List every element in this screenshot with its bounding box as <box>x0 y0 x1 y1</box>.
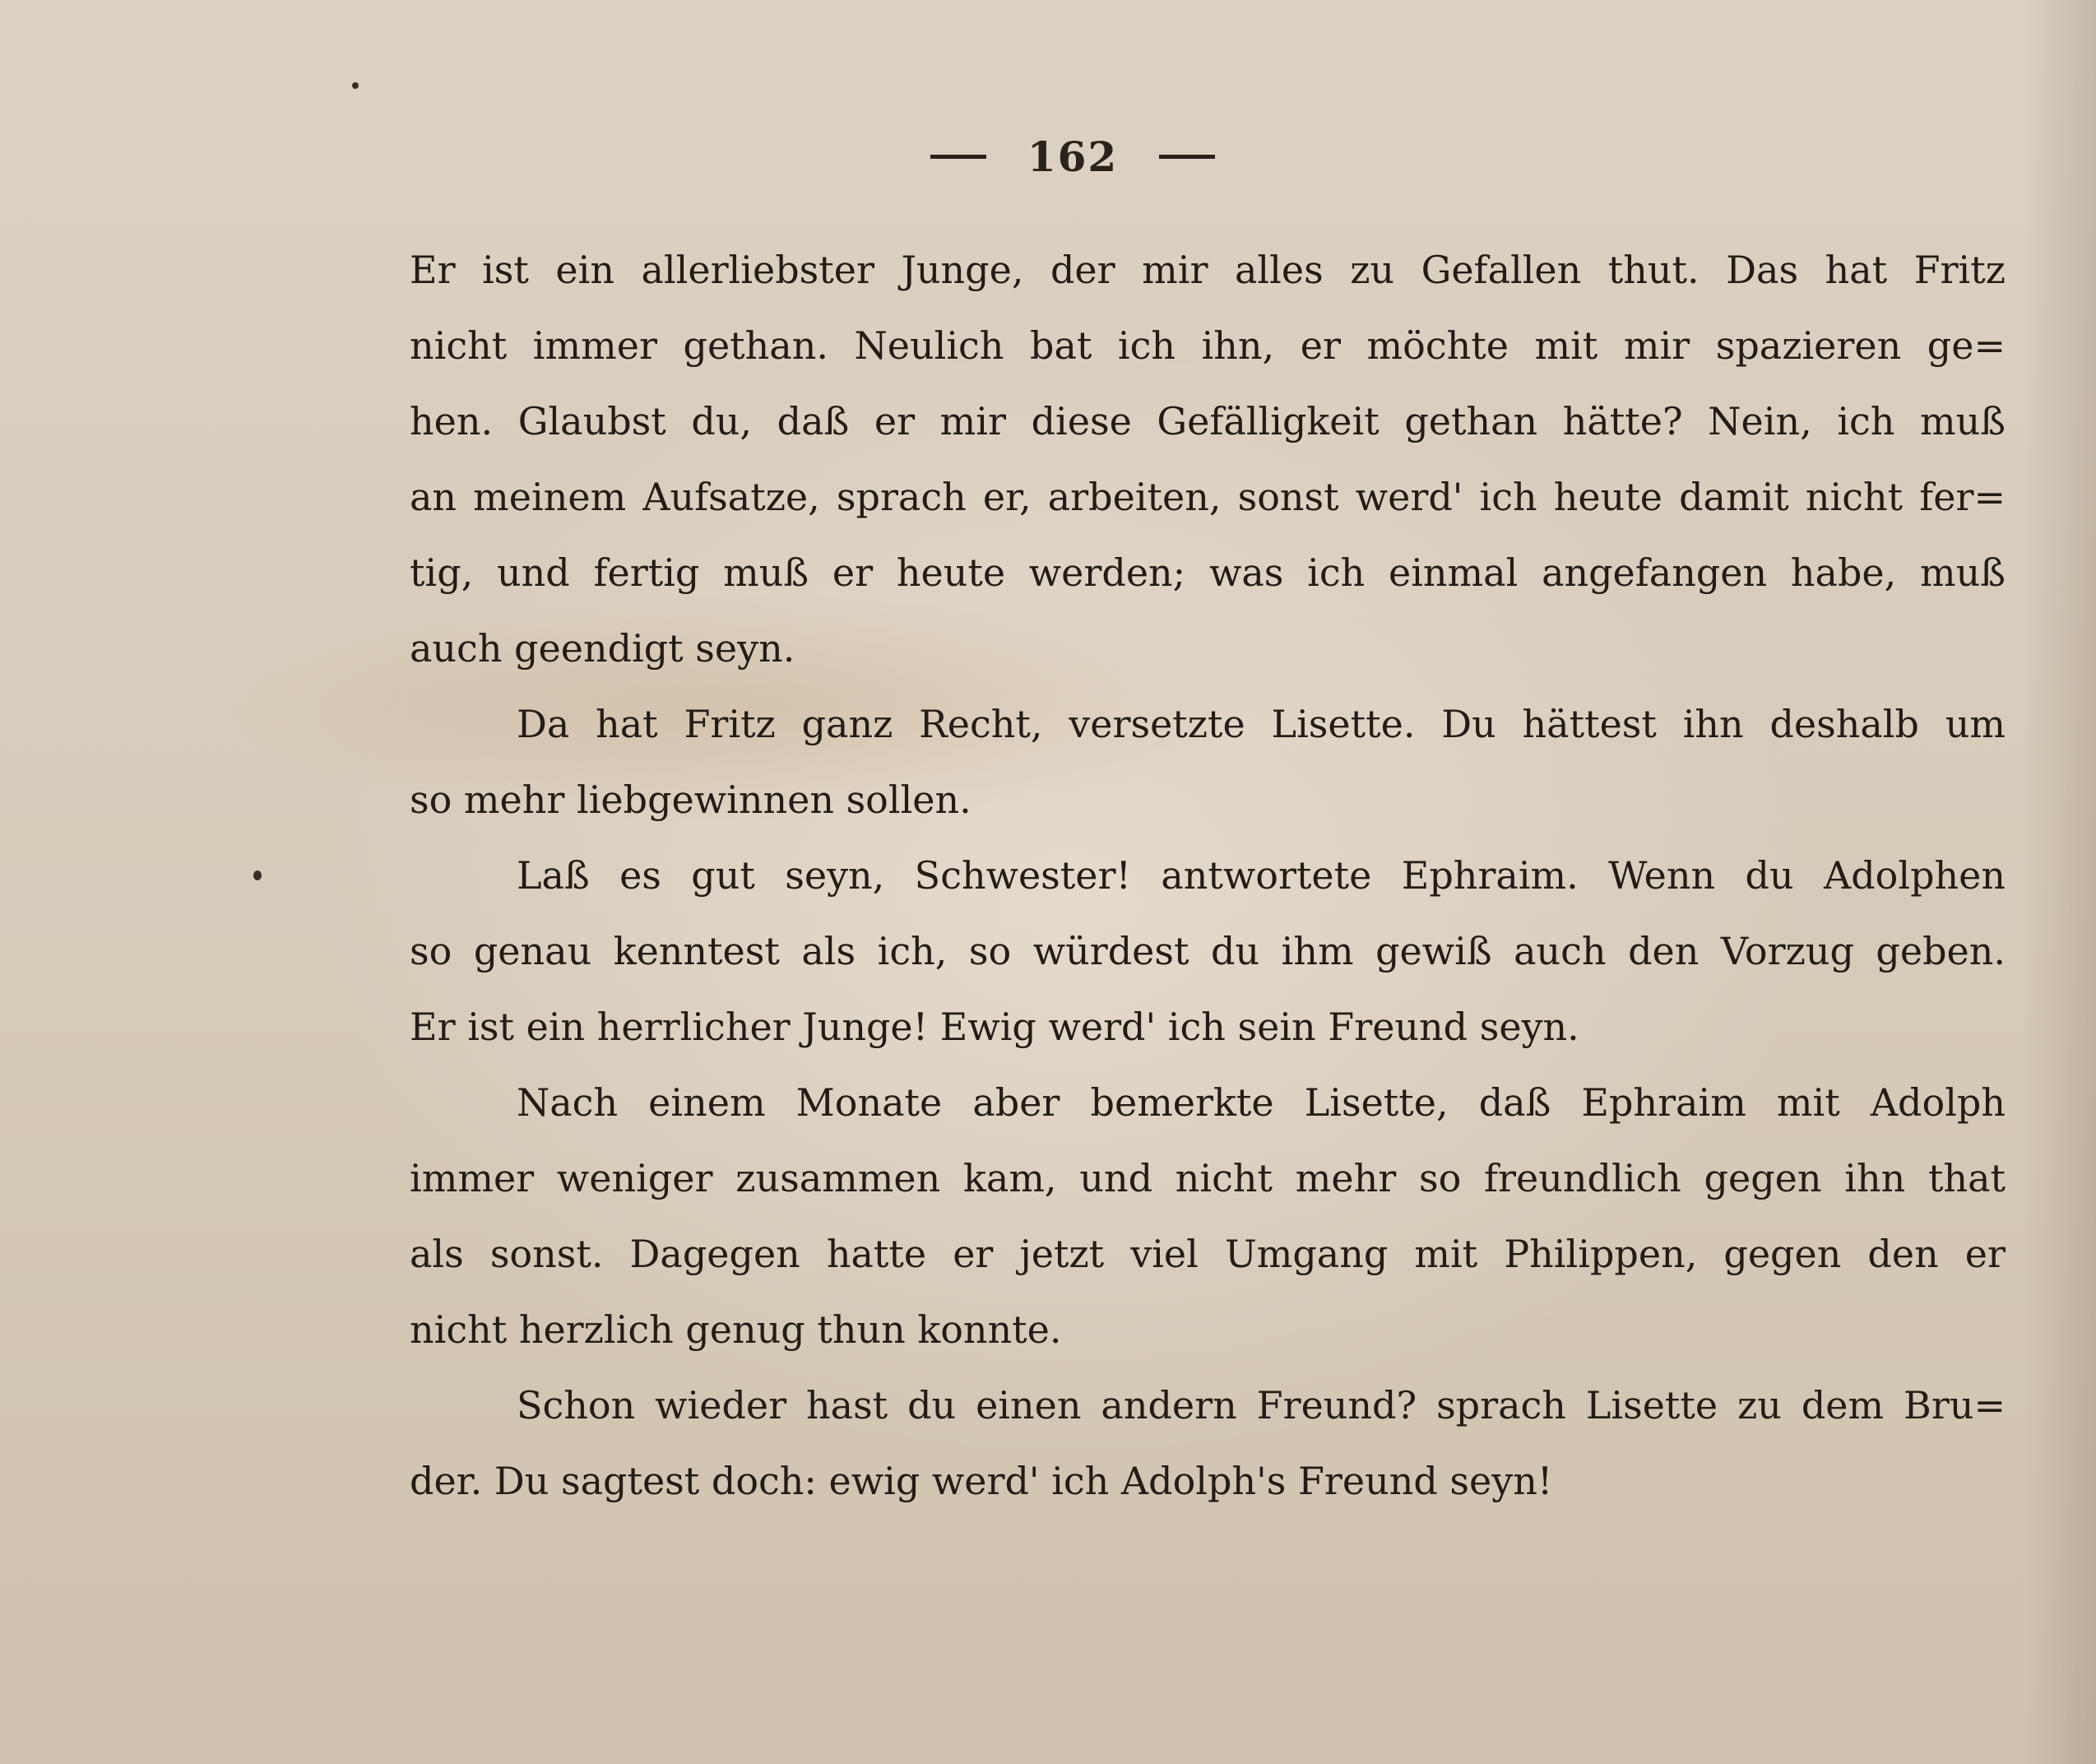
page-edge-shadow <box>2022 0 2096 1764</box>
page-header <box>0 123 2096 189</box>
header-dash-left <box>930 155 986 159</box>
text-line: so genau kenntest als ich, so würdest du ihm gewiß auch den Vorzug geben. <box>410 929 2006 973</box>
header-dash-right <box>1159 155 1215 159</box>
text-line: Laß es gut seyn, Schwester! antwortete Ephraim. Wenn du Adolphen <box>517 853 2006 898</box>
ink-speck <box>352 82 359 89</box>
body-text <box>410 232 2006 1503</box>
text-line: immer weniger zusammen kam, und nicht mehr so freundlich gegen ihn that <box>410 1156 2006 1200</box>
text-line: Er ist ein herrlicher Junge! Ewig werd' ich sein Freund seyn. <box>410 1005 1579 1049</box>
text-line: nicht immer gethan. Neulich bat ich ihn, er möchte mit mir spazieren ge= <box>410 323 2006 368</box>
text-line: Er ist ein allerliebster Junge, der mir alles zu Gefallen thut. Das hat Fritz <box>410 248 2006 292</box>
text-line: der. Du sagtest doch: ewig werd' ich Adolph's Freund seyn! <box>410 1459 1553 1503</box>
text-line: hen. Glaubst du, daß er mir diese Gefälligkeit gethan hätte? Nein, ich muß <box>410 399 2006 443</box>
text-line: Da hat Fritz ganz Recht, versetzte Lisette. Du hättest ihn deshalb um <box>517 702 2006 746</box>
text-line: auch geendigt seyn. <box>410 626 795 671</box>
text-line: so mehr liebgewinnen sollen. <box>410 778 971 822</box>
ink-speck <box>253 870 262 880</box>
page-number: 162 <box>1027 132 1119 181</box>
text-line: Schon wieder hast du einen andern Freund? sprach Lisette zu dem Bru= <box>517 1383 2006 1427</box>
text-line: an meinem Aufsatze, sprach er, arbeiten, sonst werd' ich heute damit nicht fer= <box>410 475 2006 519</box>
text-line: Nach einem Monate aber bemerkte Lisette, daß Ephraim mit Adolph <box>517 1080 2006 1125</box>
text-line: tig, und fertig muß er heute werden; was ich einmal angefangen habe, muß <box>410 550 2006 595</box>
text-line: als sonst. Dagegen hatte er jetzt viel Umgang mit Philippen, gegen den er <box>410 1232 2006 1276</box>
text-line: nicht herzlich genug thun konnte. <box>410 1307 1062 1352</box>
